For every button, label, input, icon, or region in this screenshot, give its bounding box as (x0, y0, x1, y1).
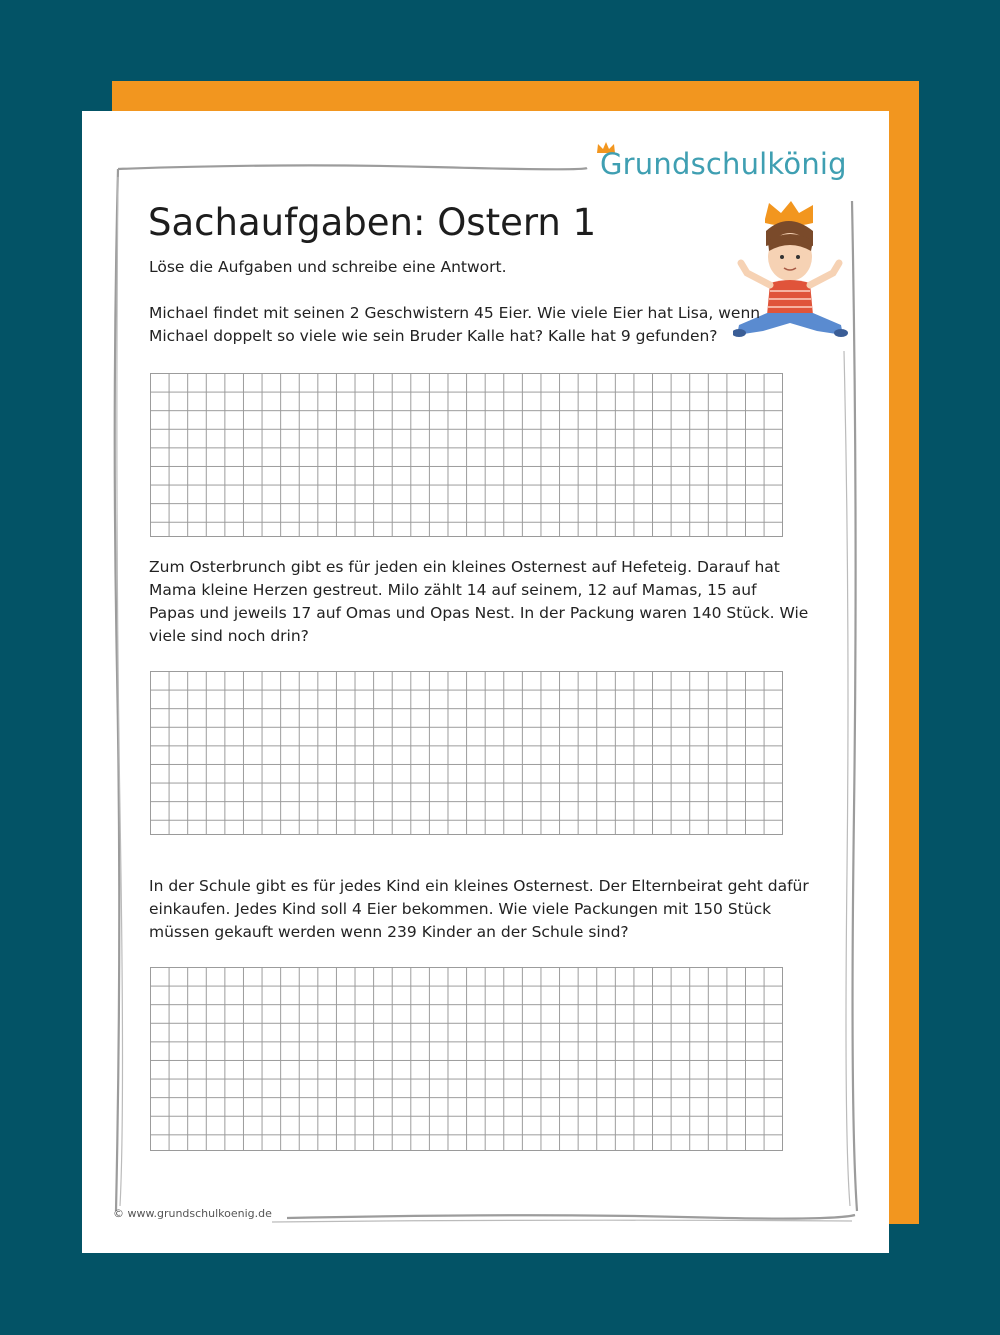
task-1-answer-grid[interactable] (150, 373, 783, 537)
task-2-line-4: viele sind noch drin? (149, 627, 309, 645)
task-2-line-1: Zum Osterbrunch gibt es für jeden ein kleines Osternest auf Hefeteig. Darauf hat (149, 558, 780, 576)
task-3-line-3: müssen gekauft werden wenn 239 Kinder an der Schule sind? (149, 923, 629, 941)
worksheet-page (82, 111, 889, 1253)
task-3-text (149, 875, 809, 944)
task-2-text (149, 556, 808, 648)
task-3-answer-grid[interactable] (150, 967, 783, 1151)
page-title: Sachaufgaben: Ostern 1 (148, 201, 597, 244)
task-2-answer-grid[interactable] (150, 671, 783, 835)
task-1-line-1: Michael findet mit seinen 2 Geschwistern 45 Eier. Wie viele Eier hat Lisa, wenn (149, 304, 761, 322)
task-3-line-2: einkaufen. Jedes Kind soll 4 Eier bekommen. Wie viele Packungen mit 150 Stück (149, 900, 772, 918)
task-1-text (149, 302, 760, 348)
task-3-line-1: In der Schule gibt es für jedes Kind ein kleines Osternest. Der Elternbeirat geht dafür (149, 877, 809, 895)
brand-logo-text: Grundschulkönig (600, 147, 847, 181)
task-2-line-2: Mama kleine Herzen gestreut. Milo zählt 14 auf seinem, 12 auf Mamas, 15 auf (149, 581, 757, 599)
instruction-text: Löse die Aufgaben und schreibe eine Antwort. (149, 258, 507, 276)
task-1-line-2: Michael doppelt so viele wie sein Bruder Kalle hat? Kalle hat 9 gefunden? (149, 327, 718, 345)
footer-copyright: © www.grundschulkoenig.de (113, 1207, 272, 1220)
task-2-line-3: Papas und jeweils 17 auf Omas und Opas Nest. In der Packung waren 140 Stück. Wie (149, 604, 809, 622)
